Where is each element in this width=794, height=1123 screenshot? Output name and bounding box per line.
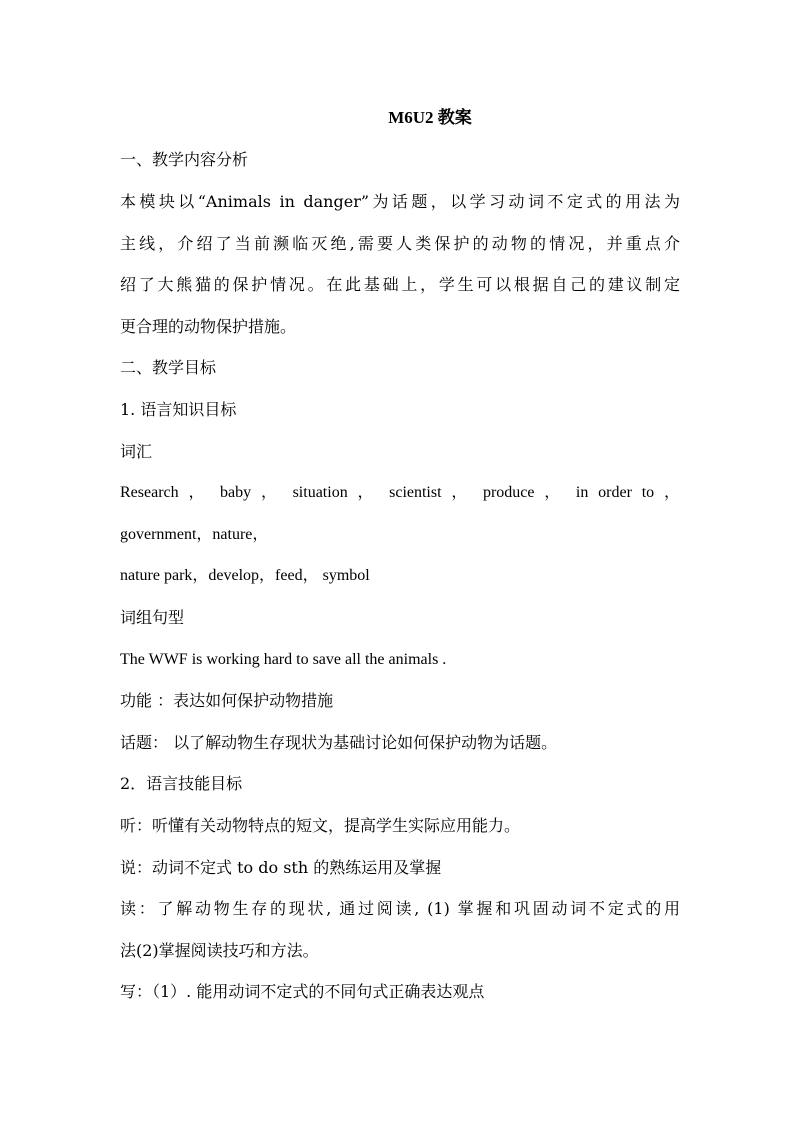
reading-line: 法(2)掌握阅读技巧和方法。 (120, 941, 319, 960)
section-heading-objectives: 二、教学目标 (120, 358, 217, 377)
paragraph-line: 本模块以“Animals in danger”为话题，以学习动词不定式的用法为 (120, 192, 680, 211)
function-line: 功能 ：表达如何保护动物措施 (120, 691, 334, 710)
writing-line: 写：（1）. 能用动词不定式的不同句式正确表达观点 (120, 982, 485, 1001)
reading-line: 读：了解动物生存的现状, 通过阅读, (1) 掌握和巩固动词不定式的用 (120, 899, 680, 918)
section-heading-content-analysis: 一、教学内容分析 (120, 150, 249, 169)
listening-line: 听：听懂有关动物特点的短文，提高学生实际应用能力。 (120, 816, 521, 835)
label-vocabulary: 词汇 (120, 442, 153, 461)
paragraph-line: 绍了大熊猫的保护情况。在此基础上，学生可以根据自己的建议制定 (120, 275, 680, 294)
vocabulary-line: government，nature， (120, 526, 269, 543)
vocabulary-line: Research ， baby ， situation ， scientist ， produce ， in order to ， (120, 484, 680, 501)
paragraph-line: 更合理的动物保护措施。 (120, 317, 297, 336)
label-phrases-sentences: 词组句型 (120, 608, 185, 627)
subheading-language-knowledge: 1. 语言知识目标 (120, 400, 237, 419)
example-sentence: The WWF is working hard to save all the animals . (120, 651, 447, 668)
document-title: M6U2 教案 (388, 108, 472, 127)
speaking-line: 说：动词不定式 to do sth 的熟练运用及掌握 (120, 858, 442, 877)
paragraph-line: 主线，介绍了当前濒临灭绝,需要人类保护的动物的情况，并重点介 (120, 234, 680, 253)
subheading-language-skills: 2．语言技能目标 (120, 774, 243, 793)
topic-line: 话题： 以了解动物生存现状为基础讨论如何保护动物为话题。 (120, 733, 558, 752)
vocabulary-line: nature park，develop，feed， symbol (120, 567, 370, 584)
